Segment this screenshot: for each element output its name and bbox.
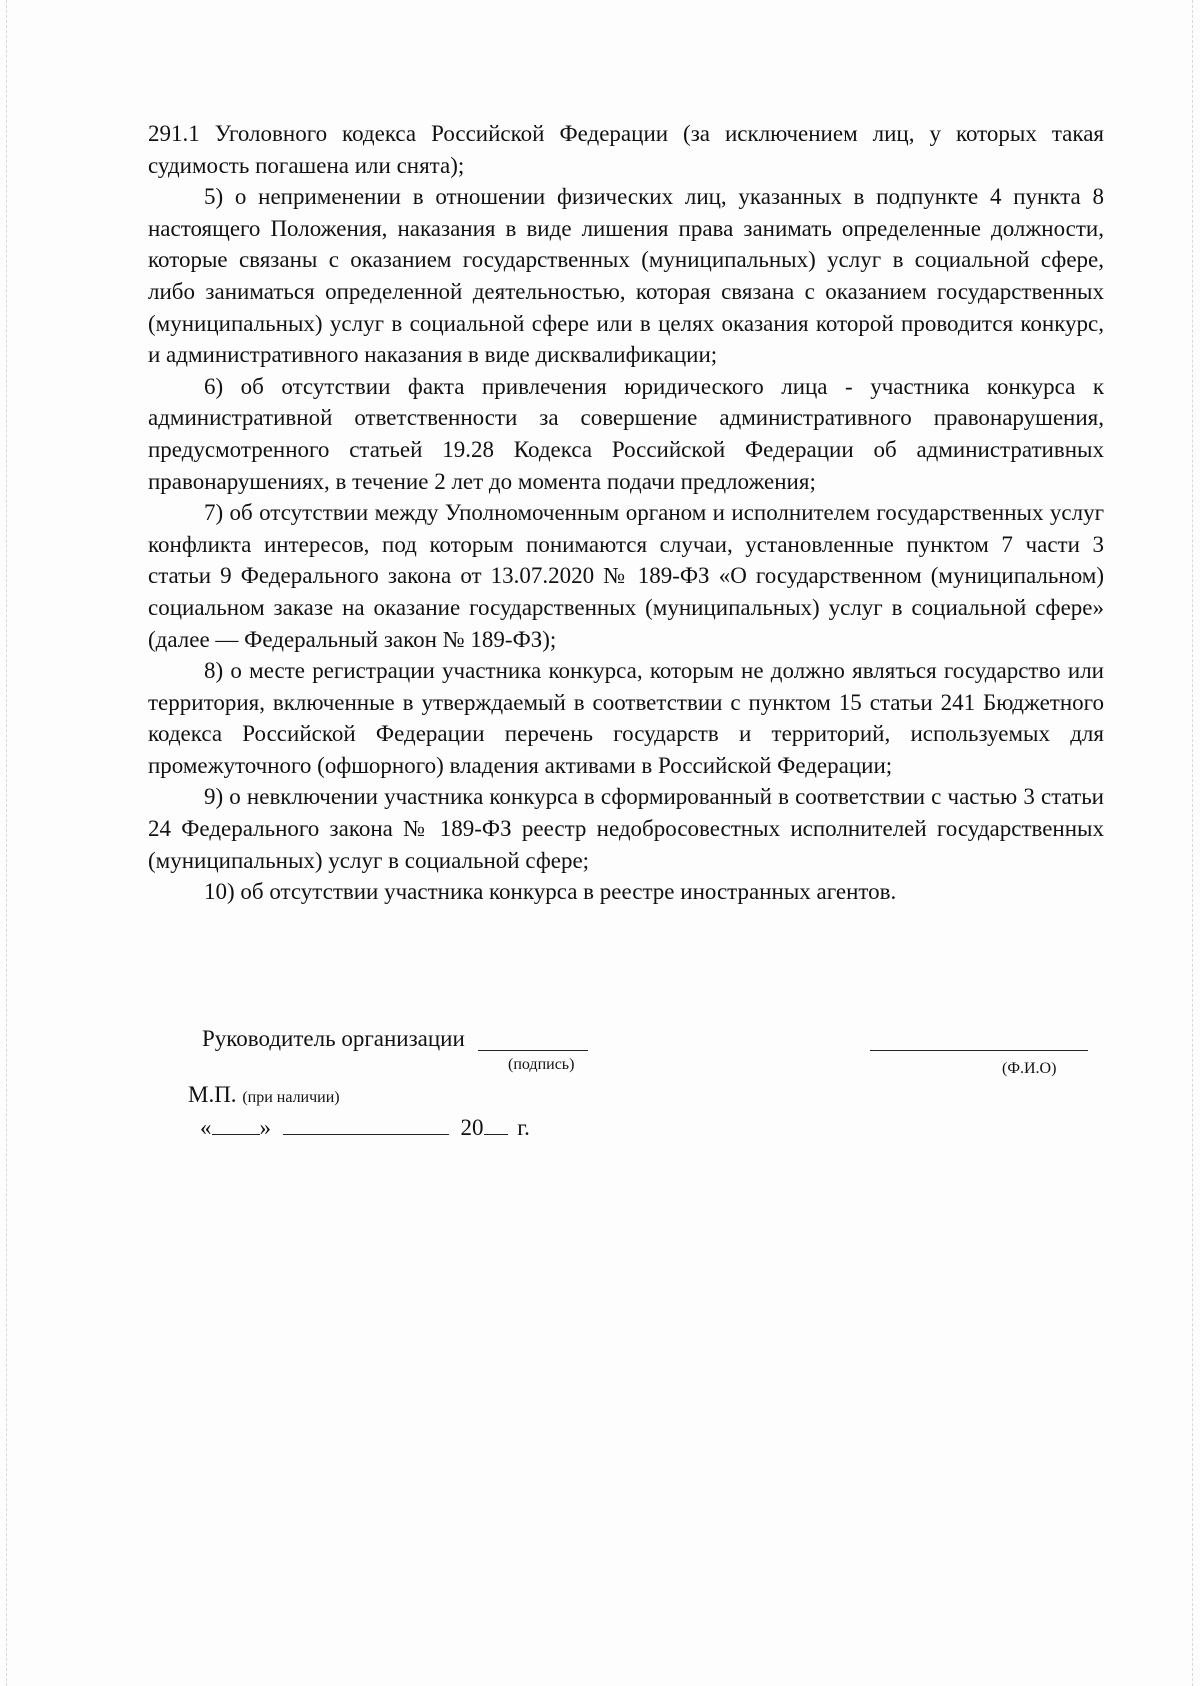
paragraph-item-8: 8) о месте регистрации участника конкурса, которым не должно являться государство или территория, включенные в утверждаемый в соответствии с пунктом 15 статьи 241 Бюджетного кодекса Российской Федерации перечень государств и территорий, используемых для промежуточного (офшорного) владения активами в Российской Федерации; [148, 658, 1104, 778]
stamp-note: (при наличии) [242, 1089, 340, 1106]
paragraph-item-10: 10) об отсутствии участника конкурса в реестре иностранных агентов. [204, 879, 897, 905]
date-row [200, 1114, 530, 1141]
paragraph-item-9: 9) о невключении участника конкурса в сформированный в соответствии с частью 3 статьи 24 Федерального закона № 189-ФЗ реестр недобросовестных исполнителей государственных (муниципальных) услуг в социальной сфере; [148, 784, 1104, 873]
stamp-place [188, 1082, 340, 1108]
signature-line [478, 1050, 588, 1051]
date-open-quote: « [200, 1115, 212, 1140]
head-of-organization-label: Руководитель организации [202, 1026, 465, 1051]
stamp-label: М.П. [188, 1082, 237, 1107]
full-name-line [870, 1050, 1088, 1051]
year-suffix: г. [517, 1115, 530, 1140]
paragraph-item-6: 6) об отсутствии факта привлечения юридического лица - участника конкурса к административной ответственности за совершение административного правонарушения, предусмотренного статьей 19.28 Кодекса Российской Федерации об административных правонарушениях, в течение 2 лет до момента подачи предложения; [148, 373, 1104, 494]
year-blank [484, 1114, 508, 1135]
full-name-caption: (Ф.И.О) [1002, 1060, 1057, 1077]
paragraph-item-5: 5) о неприменении в отношении физических лиц, указанных в подпункте 4 пункта 8 настоящего Положения, наказания в виде лишения права занимать определенные должности, которые связаны с оказанием государственных (муниципальных) услуг в социальной сфере, либо заниматься определенной деятельностью, которая связана с оказанием государственных (муниципальных) услуг в социальной сфере или в целях оказания которой проводится конкурс, и административного наказания в виде дисквалификации; [148, 184, 1104, 368]
scan-edge-left [6, 0, 8, 1686]
year-prefix: 20 [460, 1115, 484, 1140]
document-body [148, 118, 1104, 908]
paragraph-continuation: 291.1 Уголовного кодекса Российской Федерации (за исключением лиц, у которых такая судимость погашена или снята); [148, 121, 1104, 178]
signature-caption: (подпись) [508, 1056, 575, 1073]
date-close-quote: » [259, 1115, 271, 1140]
month-blank [283, 1114, 449, 1135]
paragraph-item-7: 7) об отсутствии между Уполномоченным органом и исполнителем государственных услуг конфликта интересов, под которым понимаются случаи, установленные пунктом 7 части 3 статьи 9 Федерального закона от 13.07.2020 № 189-ФЗ «О государственном (муниципальном) социальном заказе на оказание государственных (муниципальных) услуг в социальной сфере» (далее — Федеральный закон № 189-ФЗ); [148, 500, 1104, 652]
scan-edge-right [1192, 0, 1194, 1686]
day-blank [212, 1114, 260, 1135]
signature-block [0, 1020, 1200, 1140]
